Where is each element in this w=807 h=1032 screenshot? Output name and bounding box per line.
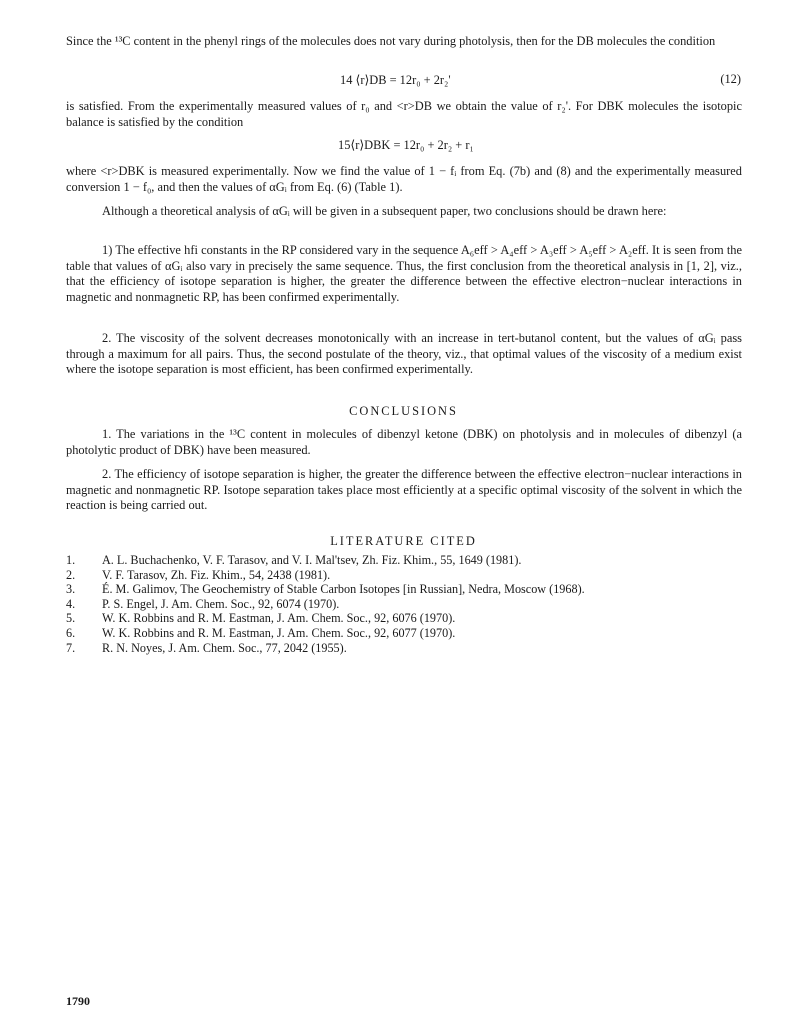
paragraph-db-condition: Since the ¹³C content in the phenyl rings of the molecules does not vary during photolysis, then for the DB molecules the condition	[66, 34, 716, 48]
reference-number: 6.	[66, 625, 76, 640]
paragraph-conclusion-2: 2. The viscosity of the solvent decreases monotonically with an increase in tert-butanol content, but the values of αGᵢ pass through a maximum for all pairs. Thus, the second postulate of the theory, viz., that optimal values of the viscosity of a medium exist where the isotope separation is most efficient, has been confirmed experimentally.	[66, 331, 742, 377]
paragraph-conversion: where <r>DBK is measured experimentally. Now we find the value of 1 − fᵢ from Eq. (7b) and (8) and the experimentally measured conversion 1 − f₀, and then the values of αGᵢ from Eq. (6) (Table 1).	[66, 164, 742, 194]
reference-text: R. N. Noyes, J. Am. Chem. Soc., 77, 2042 (1955).	[102, 640, 347, 655]
reference-item	[66, 568, 742, 583]
paragraph-theoretical-analysis: Although a theoretical analysis of αGᵢ will be given in a subsequent paper, two conclusions should be drawn here:	[102, 204, 667, 218]
reference-item	[66, 641, 742, 656]
reference-number: 7.	[66, 640, 76, 655]
reference-number: 3.	[66, 582, 76, 597]
conclusion-item-1: 1. The variations in the ¹³C content in molecules of dibenzyl ketone (DBK) on photolysis and in molecules of dibenzyl (a photolytic product of DBK) have been measured.	[66, 427, 742, 457]
reference-text: A. L. Buchachenko, V. F. Tarasov, and V. I. Mal'tsev, Zh. Fiz. Khim., 55, 1649 (1981).	[102, 553, 522, 567]
heading-literature-cited: LITERATURE CITED	[330, 534, 477, 548]
equation-12: 14 ⟨r⟩DB = 12r₀ + 2r₂'	[340, 73, 451, 87]
paragraph-isotopic-balance: is satisfied. From the experimentally measured values of r₀ and <r>DB we obtain the value of r₂'. For DBK molecules the isotopic balance is satisfied by the condition	[66, 99, 742, 129]
reference-number: 2.	[66, 567, 76, 582]
reference-text: É. M. Galimov, The Geochemistry of Stable Carbon Isotopes [in Russian], Nedra, Moscow (1968).	[102, 582, 585, 597]
reference-text: W. K. Robbins and R. M. Eastman, J. Am. Chem. Soc., 92, 6077 (1970).	[102, 625, 456, 640]
reference-number: 4.	[66, 596, 76, 611]
equation-dbk-balance: 15⟨r⟩DBK = 12r₀ + 2r₂ + r₁	[338, 138, 474, 152]
reference-text: P. S. Engel, J. Am. Chem. Soc., 92, 6074 (1970).	[102, 596, 340, 611]
reference-item	[66, 582, 742, 597]
equation-12-number: (12)	[720, 72, 741, 86]
paragraph-conclusion-1: 1) The effective hfi constants in the RP considered vary in the sequence A₆eff > A₄eff > A₃eff > A₅eff > A₂eff. It is seen from the table that values of αGᵢ also vary in precisely the same sequence. Thus, the first conclusion from the theoretical analysis in [1, 2], viz., that the efficiency of isotope separation is higher, the greater the difference between the effective electron−nuclear interactions in magnetic and nonmagnetic RP, has been confirmed experimentally.	[66, 243, 742, 304]
reference-item	[66, 597, 742, 612]
reference-number: 1.	[66, 553, 76, 567]
reference-number: 5.	[66, 611, 76, 626]
heading-conclusions: CONCLUSIONS	[349, 404, 458, 418]
reference-text: V. F. Tarasov, Zh. Fiz. Khim., 54, 2438 (1981).	[102, 567, 331, 582]
conclusion-item-2: 2. The efficiency of isotope separation is higher, the greater the difference between the effective electron−nuclear interactions in magnetic and nonmagnetic RP. Isotope separation takes place most efficiently at a specific optimal viscosity of the solvent in which the reaction is being carried out.	[66, 467, 742, 513]
reference-item	[66, 553, 742, 568]
reference-item	[66, 611, 742, 626]
reference-list	[66, 553, 742, 655]
page-number: 1790	[66, 994, 90, 1008]
reference-text: W. K. Robbins and R. M. Eastman, J. Am. Chem. Soc., 92, 6076 (1970).	[102, 611, 456, 626]
reference-item	[66, 626, 742, 641]
